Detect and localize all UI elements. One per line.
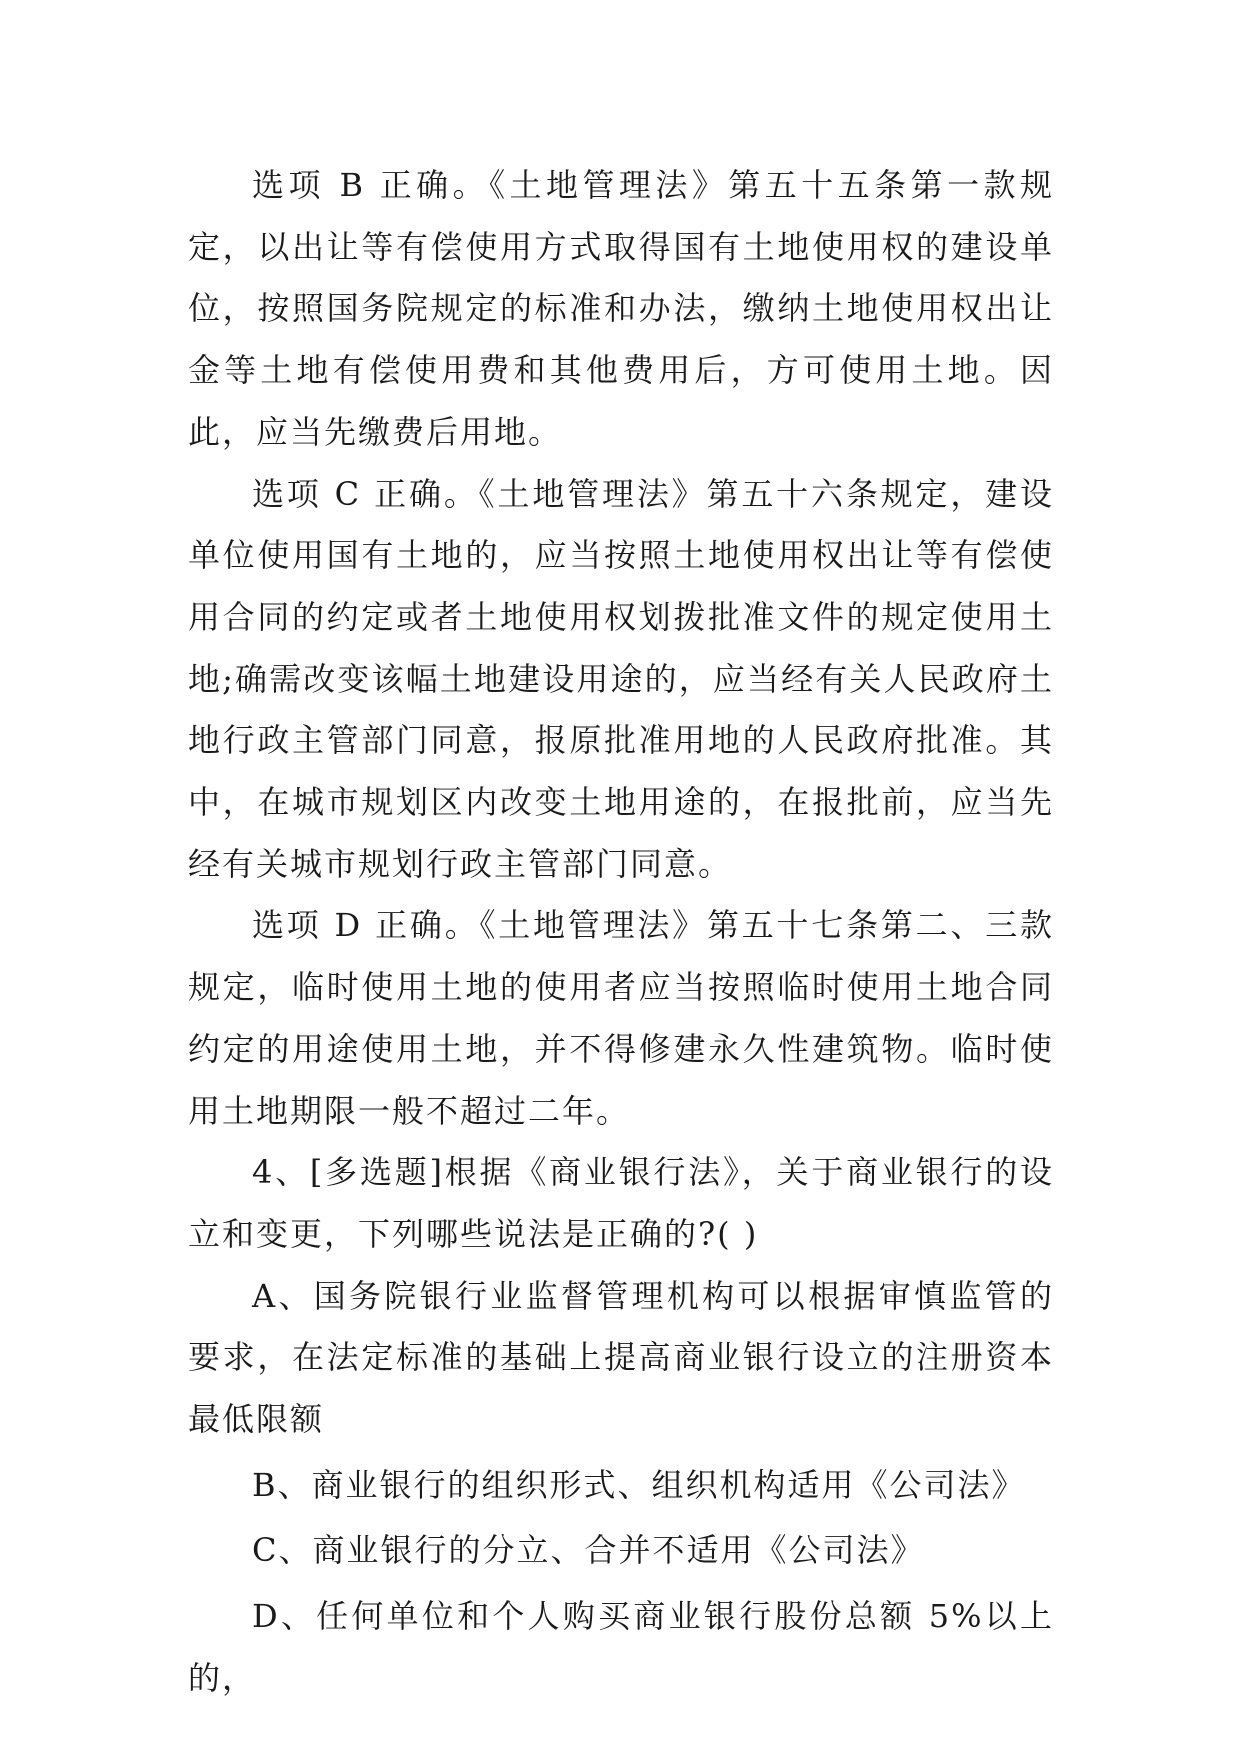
question-4-stem: 4、[多选题]根据《商业银行法》，关于商业银行的设立和变更，下列哪些说法是正确的?( ) [188, 1153, 1054, 1253]
question-4-option-b: B、商业银行的组织形式、组织机构适用《公司法》 [252, 1465, 1026, 1504]
document-page [188, 155, 1054, 1710]
question-4-option-d: D、任何单位和个人购买商业银行股份总额 5%以上的， [188, 1597, 1054, 1697]
explanation-option-b: 选项 B 正确。《土地管理法》第五十五条第一款规定，以出让等有偿使用方式取得国有土地使用权的建设单位，按照国务院规定的标准和办法，缴纳土地使用权出让金等土地有偿使用费和其他费用后，方可使用土地。因此，应当先缴费后用地。 [188, 166, 1054, 451]
explanation-option-d: 选项 D 正确。《土地管理法》第五十七条第二、三款规定，临时使用土地的使用者应当按照临时使用土地合同约定的用途使用土地，并不得修建永久性建筑物。临时使用土地期限一般不超过二年。 [188, 906, 1054, 1130]
question-4-option-c: C、商业银行的分立、合并不适用《公司法》 [252, 1531, 925, 1570]
explanation-option-c: 选项 C 正确。《土地管理法》第五十六条规定，建设单位使用国有土地的，应当按照土地使用权出让等有偿使用合同的约定或者土地使用权划拨批准文件的规定使用土地;确需改变该幅土地建设用途的，应当经有关人民政府土地行政主管部门同意，报原批准用地的人民政府批准。其中，在城市规划区内改变土地用途的，在报批前，应当先经有关城市规划行政主管部门同意。 [188, 474, 1054, 883]
question-4-option-a: A、国务院银行业监督管理机构可以根据审慎监管的要求，在法定标准的基础上提高商业银行设立的注册资本最低限额 [188, 1276, 1054, 1439]
